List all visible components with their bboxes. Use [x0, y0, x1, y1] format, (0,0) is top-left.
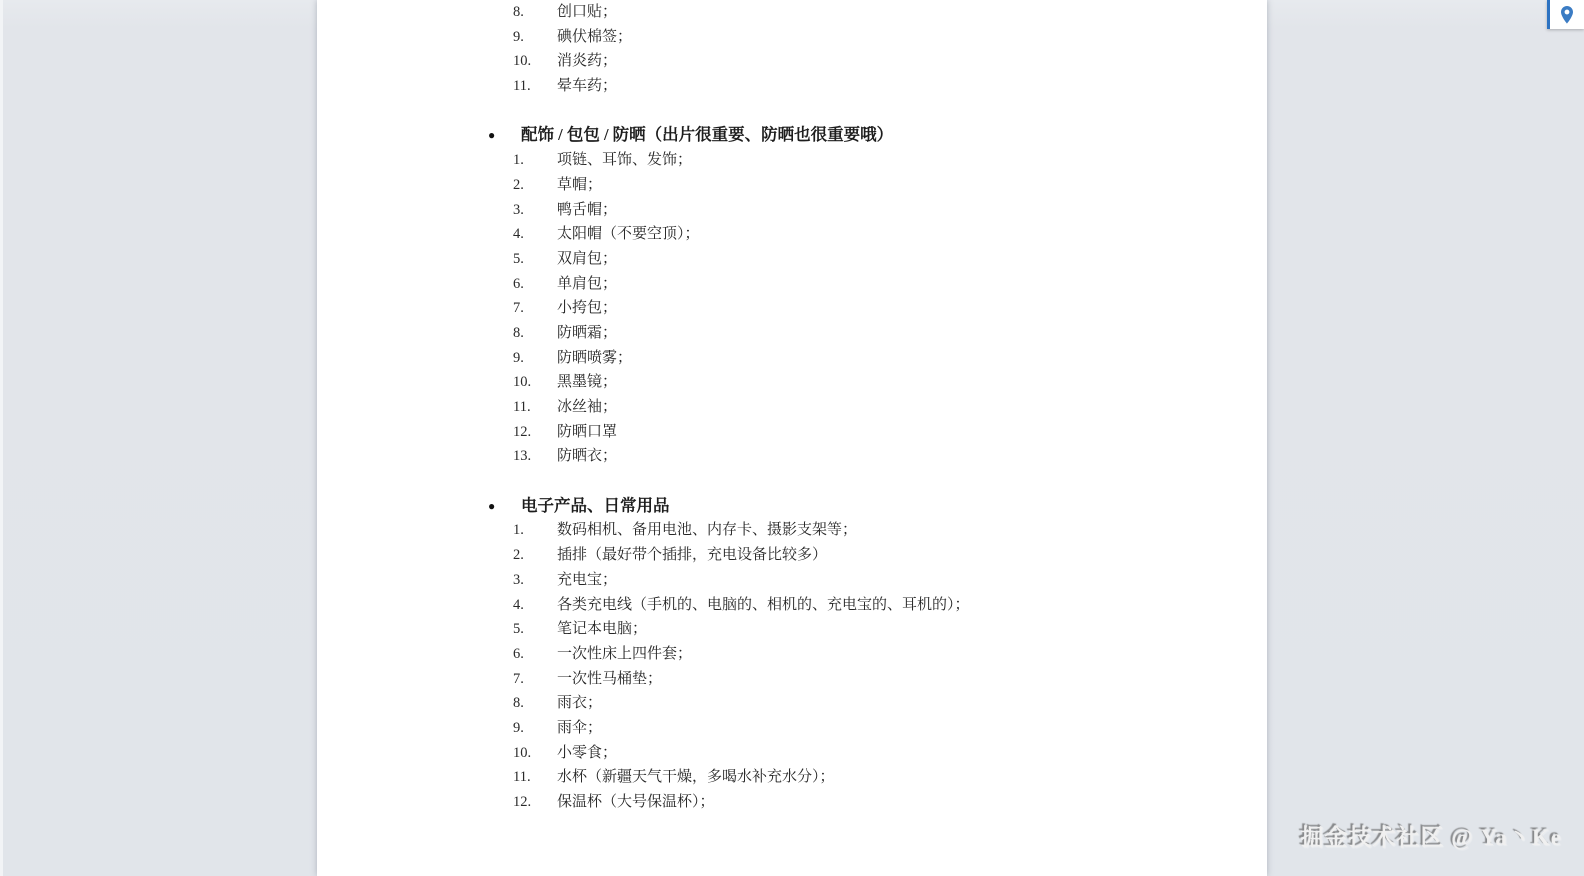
list-item: [317, 395, 1267, 420]
list-item-number: 5.: [513, 621, 524, 638]
list-item: [317, 0, 1267, 25]
list-item-text: 各类充电线（手机的、电脑的、相机的、充电宝的、耳机的）；: [557, 596, 970, 613]
list-item-number: 9.: [513, 28, 524, 45]
list-item-text: 笔记本电脑；: [557, 621, 648, 638]
list-item: [317, 667, 1267, 692]
bullet-icon: ●: [488, 128, 496, 143]
list-item-number: 12.: [513, 794, 532, 810]
list-item-number: 11.: [513, 769, 531, 786]
section-header-text: 电子产品、日常用品: [521, 495, 670, 515]
list-item-text: 晕车药；: [557, 78, 618, 95]
list-item: [317, 765, 1267, 790]
list-item-number: 7.: [513, 300, 524, 317]
list-item-text: 小零食；: [557, 744, 618, 761]
list-item: [317, 518, 1267, 543]
list-item: [317, 691, 1267, 716]
document-content: [317, 0, 1267, 815]
list-item: [317, 321, 1267, 346]
list-item-number: 5.: [513, 250, 524, 267]
blank-line: [317, 469, 1267, 494]
list-item: [317, 370, 1267, 395]
list-item-number: 11.: [513, 399, 531, 415]
blank-line: [317, 99, 1267, 124]
list-item: [317, 642, 1267, 667]
section-header: [317, 123, 1267, 148]
list-item-text: 插排（最好带个插排，充电设备比较多）: [557, 547, 828, 564]
list-item-text: 防晒喷雾；: [557, 349, 633, 366]
list-item: [317, 148, 1267, 173]
list-item: [317, 593, 1267, 618]
list-item-number: 3.: [513, 201, 524, 218]
document-page: [317, 0, 1267, 876]
list-item-text: 创口贴；: [557, 4, 618, 20]
list-item-number: 9.: [513, 719, 524, 736]
list-item-text: 数码相机、备用电池、内存卡、摄影支架等；: [557, 522, 858, 539]
list-item-text: 保温杯（大号保温杯）；: [557, 794, 715, 810]
list-item-number: 6.: [513, 645, 524, 662]
list-item-text: 一次性床上四件套；: [557, 645, 693, 662]
list-item-text: 黑墨镜；: [557, 374, 618, 391]
list-item-text: 碘伏棉签；: [557, 28, 633, 45]
list-item: [317, 296, 1267, 321]
list-item: [317, 25, 1267, 50]
list-item: [317, 198, 1267, 223]
list-item: [317, 543, 1267, 568]
list-item-number: 12.: [513, 423, 532, 440]
list-item: [317, 790, 1267, 815]
list-item-text: 双肩包；: [557, 250, 618, 267]
list-item-text: 项链、耳饰、发饰；: [557, 152, 693, 169]
list-item-text: 鸭舌帽；: [557, 201, 618, 218]
list-item: [317, 420, 1267, 445]
list-item-number: 4.: [513, 596, 524, 613]
list-item-number: 2.: [513, 176, 524, 193]
list-item: [317, 222, 1267, 247]
list-item-number: 1.: [513, 152, 524, 169]
list-item-text: 一次性马桶垫；: [557, 670, 663, 687]
list-item-text: 防晒口罩: [557, 423, 618, 440]
list-item-text: 单肩包；: [557, 275, 618, 292]
list-item-text: 冰丝袖；: [557, 399, 618, 415]
list-item-text: 太阳帽（不要空顶）；: [557, 226, 700, 243]
section-header-text: 配饰 / 包包 / 防晒（出片很重要、防晒也很重要哦）: [521, 125, 894, 145]
list-item-text: 水杯（新疆天气干燥，多喝水补充水分）；: [557, 769, 835, 786]
list-item-text: 小挎包；: [557, 300, 618, 317]
list-item: [317, 617, 1267, 642]
list-item-number: 8.: [513, 4, 524, 20]
list-item: [317, 741, 1267, 766]
list-item-text: 防晒霜；: [557, 324, 618, 341]
list-item-number: 10.: [513, 374, 532, 391]
list-item: [317, 49, 1267, 74]
list-item: [317, 74, 1267, 99]
list-item-number: 9.: [513, 349, 524, 366]
list-item: [317, 272, 1267, 297]
list-item: [317, 346, 1267, 371]
list-item-number: 10.: [513, 744, 532, 761]
list-item-text: 雨衣；: [557, 695, 603, 712]
list-item-number: 8.: [513, 324, 524, 341]
list-item: [317, 568, 1267, 593]
list-item: [317, 247, 1267, 272]
pin-button[interactable]: [1547, 0, 1584, 29]
list-item-number: 6.: [513, 275, 524, 292]
list-item-number: 13.: [513, 448, 532, 465]
list-item-text: 雨伞；: [557, 719, 603, 736]
list-item-number: 3.: [513, 571, 524, 588]
list-item-number: 2.: [513, 547, 524, 564]
list-item-number: 4.: [513, 226, 524, 243]
window-left-edge: [0, 0, 3, 876]
list-item-text: 草帽；: [557, 176, 603, 193]
list-item-text: 消炎药；: [557, 53, 618, 70]
list-item-number: 10.: [513, 53, 532, 70]
list-item-number: 7.: [513, 670, 524, 687]
list-item: [317, 444, 1267, 469]
location-pin-icon: [1558, 5, 1576, 25]
bullet-icon: ●: [488, 498, 496, 513]
list-item-text: 充电宝；: [557, 571, 618, 588]
list-item-text: 防晒衣；: [557, 448, 618, 465]
list-item-number: 8.: [513, 695, 524, 712]
list-item: [317, 716, 1267, 741]
list-item-number: 11.: [513, 78, 531, 95]
section-header: [317, 494, 1267, 519]
watermark: 掘金技术社区 @ Ya丶Ke: [1300, 825, 1562, 850]
list-item-number: 1.: [513, 522, 524, 539]
list-item: [317, 173, 1267, 198]
